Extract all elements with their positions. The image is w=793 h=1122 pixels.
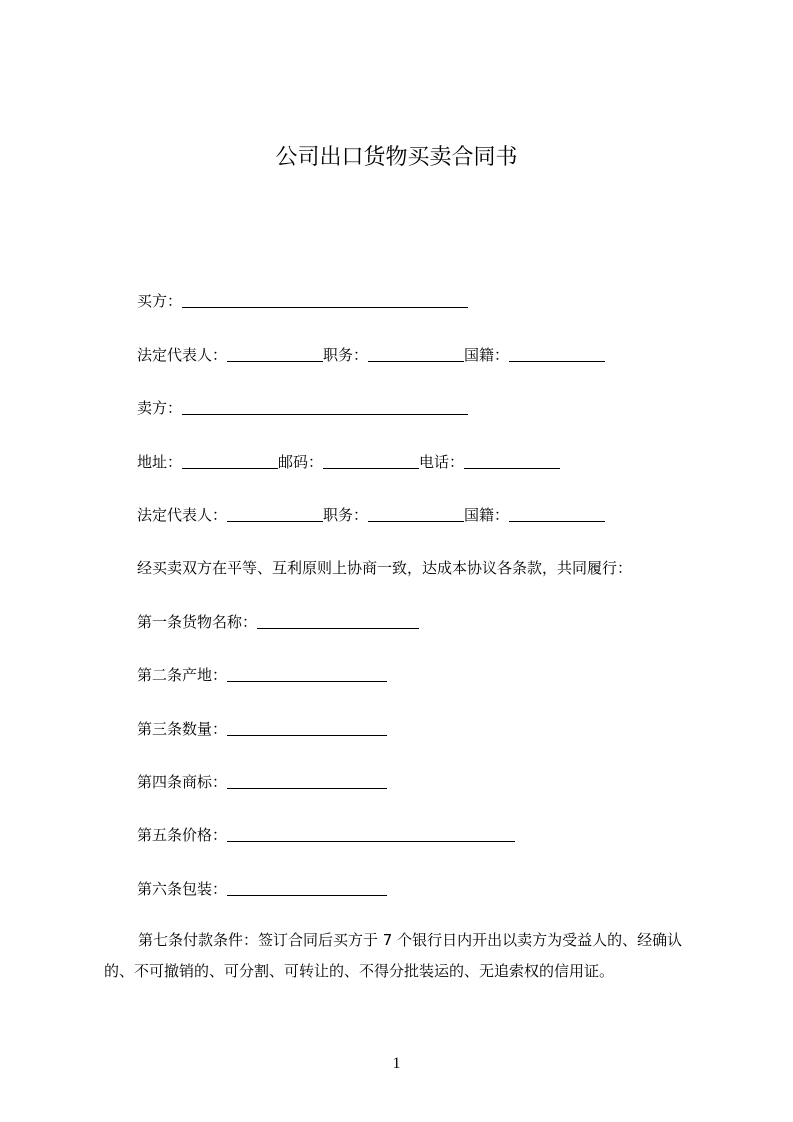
article5-label: 第五条价格： [137, 826, 228, 844]
buyer-blank [182, 293, 468, 308]
article6-blank [227, 881, 387, 896]
position-blank [368, 347, 464, 362]
seller-label: 卖方： [137, 399, 183, 417]
article2-label: 第二条产地： [137, 666, 228, 684]
article4-line [137, 772, 387, 792]
page-number: 1 [392, 1055, 401, 1072]
postcode-label: 邮码： [278, 453, 324, 471]
article1-line [137, 612, 419, 632]
document-title: 公司出口货物买卖合同书 [275, 145, 518, 170]
nationality-label: 国籍： [464, 346, 510, 364]
position-label: 职务： [323, 506, 369, 524]
article1-label: 第一条货物名称： [137, 613, 258, 631]
article3-blank [227, 721, 387, 736]
nationality-blank [509, 507, 605, 522]
article7-paragraph: 第七条付款条件：签订合同后买方于 7 个银行日内开出以卖方为受益人的、经确认的、不可撤销的、可分割、可转让的、不得分批装运的、无追索权的信用证。 [104, 931, 683, 980]
phone-label: 电话： [419, 453, 465, 471]
legal-rep-blank [227, 507, 323, 522]
article6-label: 第六条包装： [137, 880, 228, 898]
address-line [137, 452, 560, 472]
intro-line: 经买卖双方在平等、互利原则上协商一致，达成本协议各条款，共同履行： [137, 559, 633, 577]
nationality-label: 国籍： [464, 506, 510, 524]
article2-line [137, 665, 387, 685]
article1-blank [257, 614, 419, 629]
phone-blank [464, 454, 560, 469]
position-blank [368, 507, 464, 522]
buyer-legal-rep-line [137, 345, 605, 365]
seller-blank [182, 400, 468, 415]
legal-rep-label: 法定代表人： [137, 506, 228, 524]
postcode-blank [323, 454, 419, 469]
seller-legal-rep-line [137, 505, 605, 525]
article5-line [137, 825, 515, 845]
address-label: 地址： [137, 453, 183, 471]
seller-line [137, 398, 468, 418]
legal-rep-label: 法定代表人： [137, 346, 228, 364]
article5-blank [227, 827, 515, 842]
position-label: 职务： [323, 346, 369, 364]
article4-label: 第四条商标： [137, 773, 228, 791]
buyer-line [137, 291, 468, 311]
article2-blank [227, 667, 387, 682]
article3-line [137, 719, 387, 739]
article6-line [137, 879, 387, 899]
nationality-blank [509, 347, 605, 362]
buyer-label: 买方： [137, 292, 183, 310]
address-blank [182, 454, 278, 469]
article3-label: 第三条数量： [137, 720, 228, 738]
article4-blank [227, 774, 387, 789]
legal-rep-blank [227, 347, 323, 362]
